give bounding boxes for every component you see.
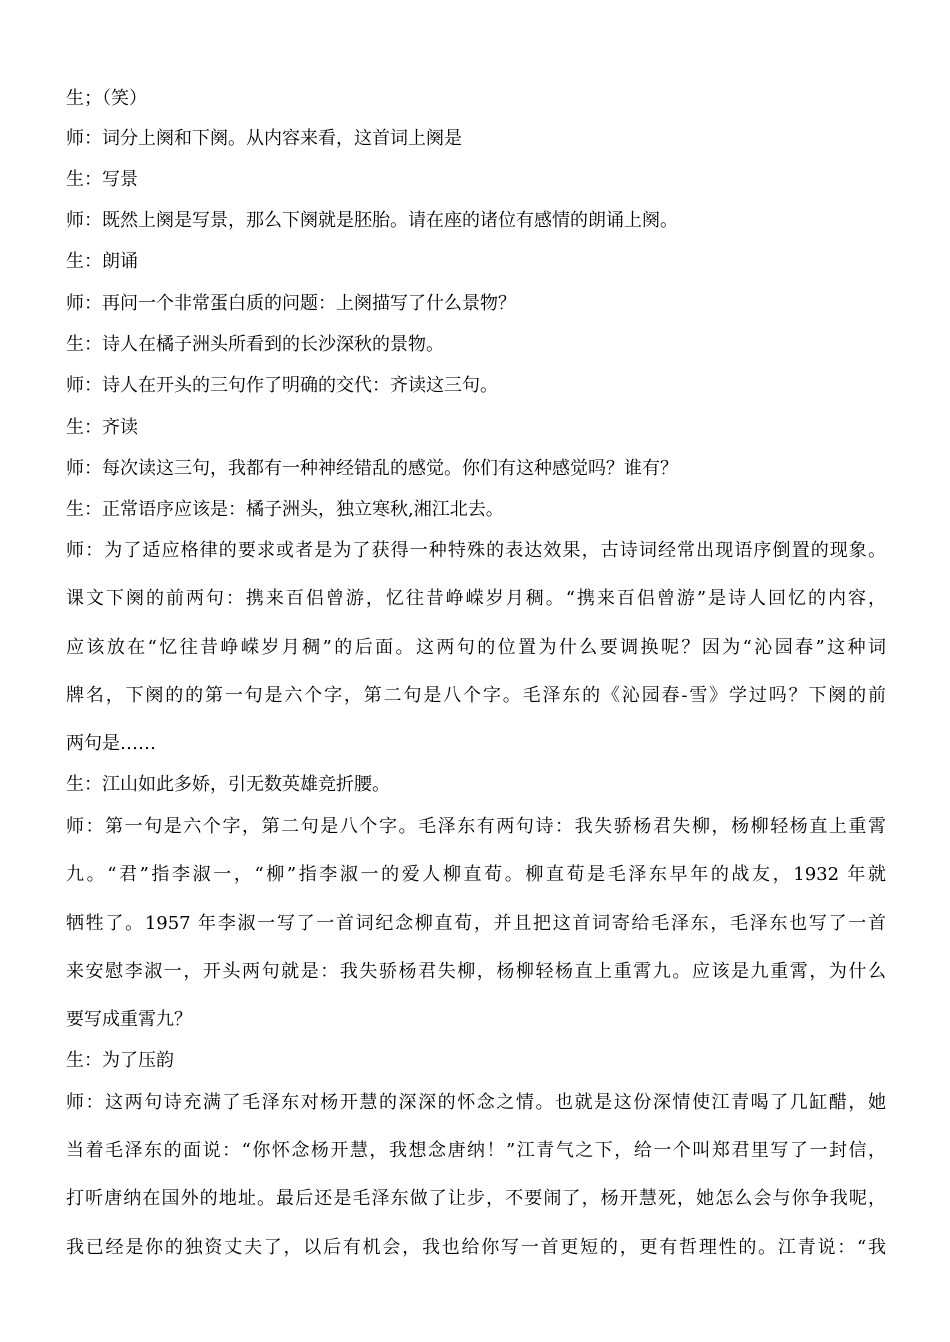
dialogue-line: 生：写景 (66, 169, 138, 190)
dialogue-line: 师：词分上阕和下阕。从内容来看，这首词上阕是 (66, 128, 462, 149)
paragraph-line: 九。“君”指李淑一，“柳”指李淑一的爱人柳直荀。柳直荀是毛泽东早年的战友，1932 年就 (66, 864, 886, 885)
dialogue-line: 师：再问一个非常蛋白质的问题：上阕描写了什么景物？ (66, 293, 516, 314)
paragraph-line: 应该放在“忆往昔峥嵘岁月稠”的后面。这两句的位置为什么要调换呢？因为“沁园春”这种词 (66, 637, 886, 658)
paragraph-line: 牌名，下阕的的第一句是六个字，第二句是八个字。毛泽东的《沁园春-雪》学过吗？下阕的前 (66, 685, 886, 706)
dialogue-line: 师：既然上阕是写景，那么下阕就是胚胎。请在座的诸位有感情的朗诵上阕。 (66, 210, 678, 231)
dialogue-line: 生：朗诵 (66, 251, 138, 272)
dialogue-line: 生：为了压韵 (66, 1050, 174, 1071)
paragraph-line: 师：第一句是六个字，第二句是八个字。毛泽东有两句诗：我失骄杨君失柳，杨柳轻杨直上重霄 (66, 816, 886, 837)
paragraph-line: 当着毛泽东的面说：“你怀念杨开慧，我想念唐纳！”江青气之下，给一个叫郑君里写了一封信， (66, 1140, 886, 1161)
paragraph-line: 两句是…… (66, 733, 156, 754)
paragraph-line: 打听唐纳在国外的地址。最后还是毛泽东做了让步，不要闹了，杨开慧死，她怎么会与你争我呢， (66, 1188, 886, 1209)
paragraph-line: 我已经是你的独资丈夫了，以后有机会，我也给你写一首更短的，更有哲理性的。江青说：“我 (66, 1237, 886, 1258)
dialogue-line: 生：正常语序应该是：橘子洲头，独立寒秋,湘江北去。 (66, 499, 504, 520)
dialogue-line: 师：每次读这三句，我都有一种神经错乱的感觉。你们有这种感觉吗？谁有？ (66, 458, 678, 479)
paragraph-line: 来安慰李淑一，开头两句就是：我失骄杨君失柳，杨柳轻杨直上重霄九。应该是九重霄，为什么 (66, 961, 886, 982)
dialogue-line: 生：齐读 (66, 417, 138, 438)
paragraph-line: 牺牲了。1957 年李淑一写了一首词纪念柳直荀，并且把这首词寄给毛泽东，毛泽东也写了一首 (66, 913, 886, 934)
paragraph-line: 师：为了适应格律的要求或者是为了获得一种特殊的表达效果，古诗词经常出现语序倒置的现象。 (66, 540, 886, 561)
paragraph-line: 师：这两句诗充满了毛泽东对杨开慧的深深的怀念之情。也就是这份深情使江青喝了几缸醋，她 (66, 1092, 886, 1113)
dialogue-line: 生；（笑） (66, 88, 147, 109)
paragraph-line: 课文下阕的前两句：携来百侣曾游，忆往昔峥嵘岁月稠。“携来百侣曾游”是诗人回忆的内容， (66, 588, 886, 609)
dialogue-line: 生：江山如此多娇，引无数英雄竞折腰。 (66, 774, 390, 795)
paragraph-line: 要写成重霄九？ (66, 1009, 192, 1030)
dialogue-line: 生：诗人在橘子洲头所看到的长沙深秋的景物。 (66, 334, 444, 355)
dialogue-line: 师：诗人在开头的三句作了明确的交代：齐读这三句。 (66, 375, 498, 396)
